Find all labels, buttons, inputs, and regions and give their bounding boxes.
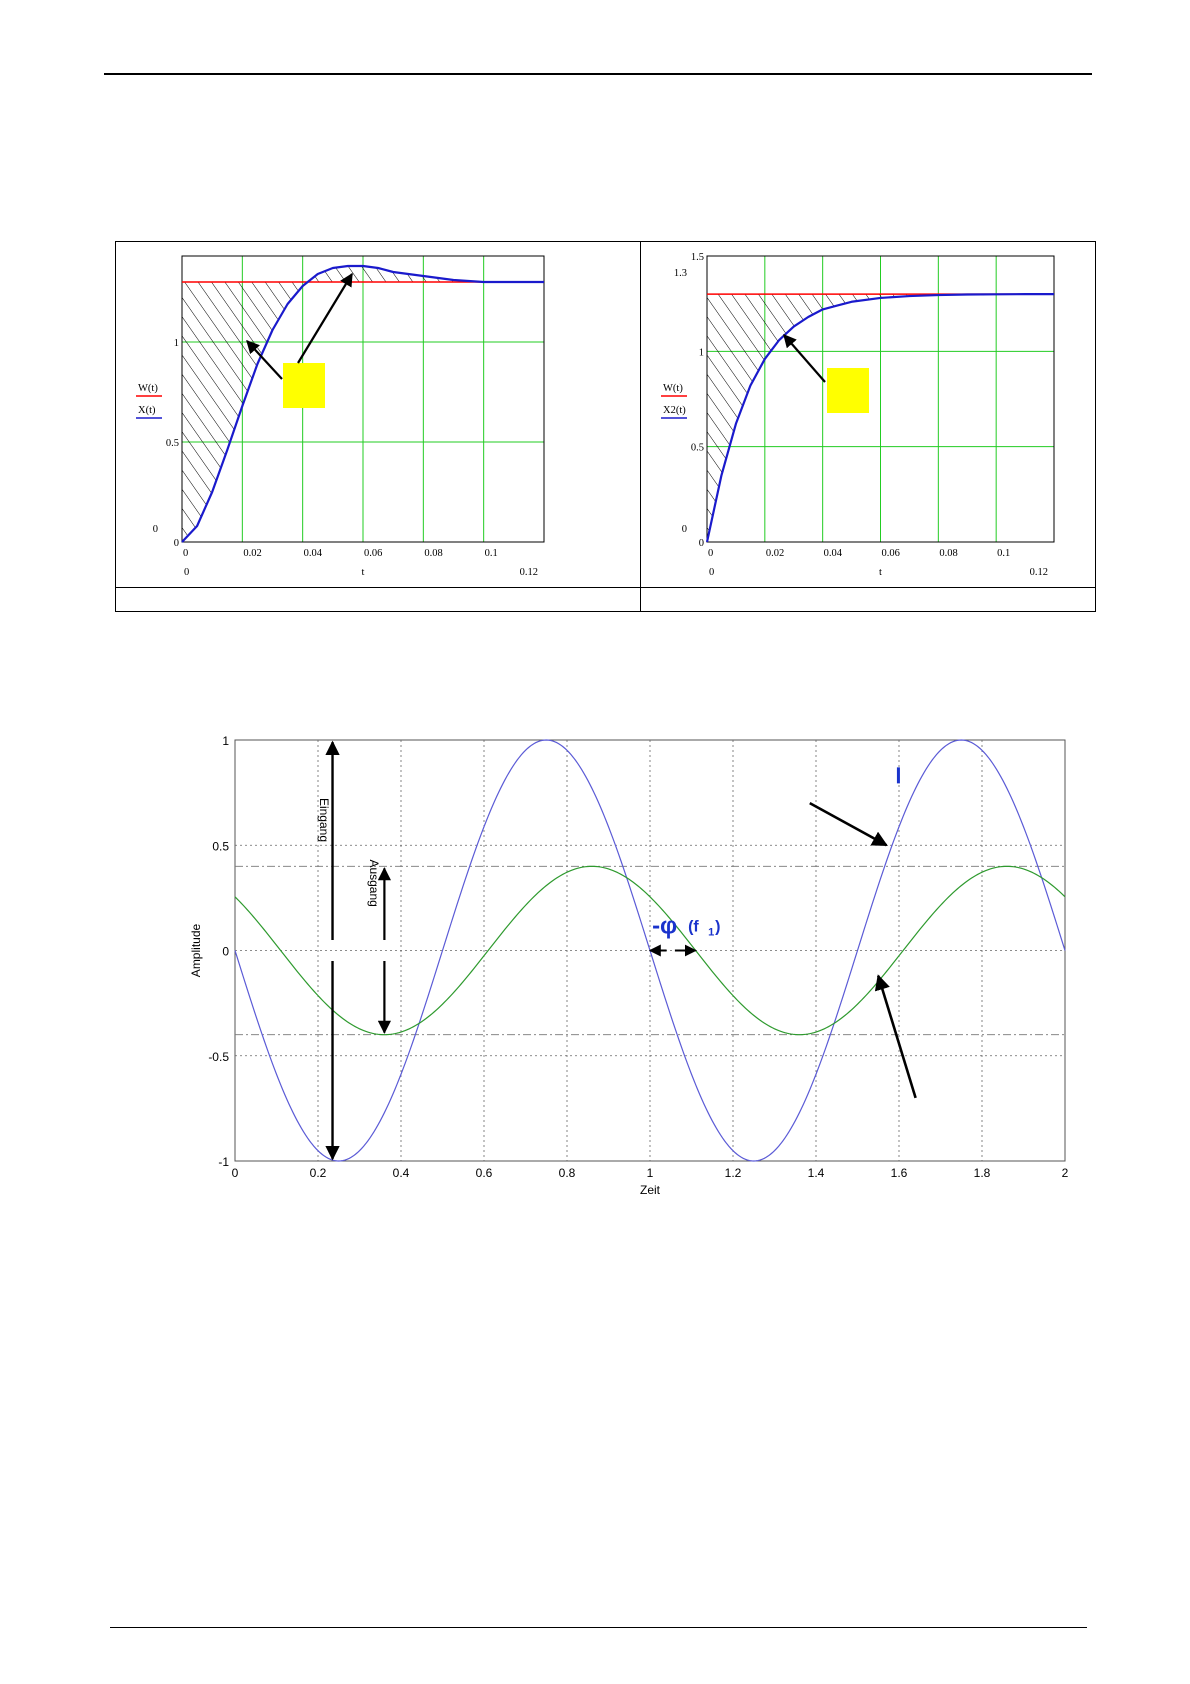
annotation-arrow	[784, 335, 825, 382]
x-range-max-label: 0.12	[1029, 567, 1048, 578]
x-tick-label: 1	[646, 1166, 654, 1180]
y-range-min-label: 0	[152, 524, 158, 535]
x-tick-label: 0.02	[243, 548, 262, 559]
top-rule	[104, 73, 1092, 75]
x-tick-label: 0.4	[392, 1166, 410, 1180]
bottom-rule	[110, 1627, 1087, 1628]
x-tick-label: 0.04	[823, 548, 843, 559]
x-axis-label: t	[879, 567, 882, 578]
y-range-min-label: 0	[681, 524, 687, 535]
phase-label-sub: (f	[688, 918, 699, 936]
y-tick-label: 0.5	[165, 438, 179, 449]
y-tick-label: 0	[698, 538, 704, 549]
phase-label-close: )	[715, 918, 721, 936]
blue-tick-mark	[897, 767, 900, 783]
x-tick-label: 0.8	[558, 1166, 576, 1180]
output-amplitude-label: Ausgang	[366, 859, 381, 907]
phase-label-index: 1	[708, 926, 715, 939]
x-tick-label: 1.6	[890, 1166, 908, 1180]
y-tick-label: -1	[218, 1155, 229, 1169]
y-tick-label: 0	[222, 944, 229, 959]
legend-label-x: X(t)	[138, 405, 156, 416]
x-tick-label: 0.08	[424, 548, 443, 559]
x-range-max-label: 0.12	[519, 567, 538, 578]
x-tick-label: 1.2	[724, 1166, 742, 1180]
input-amplitude-label: Eingang	[317, 797, 332, 843]
x-tick-label: 1.4	[807, 1166, 825, 1180]
x-tick-label: 1.8	[973, 1166, 991, 1180]
y-tick-label: 1	[698, 347, 704, 359]
x-range-min-label: 0	[709, 567, 715, 578]
x-tick-label: 0	[708, 548, 714, 559]
x-tick-label: 0	[183, 548, 189, 559]
legend-label-x: X2(t)	[663, 405, 686, 416]
y-tick-label: 0.5	[212, 839, 229, 854]
x-tick-label: 0.06	[364, 548, 383, 559]
x-axis-label: Zeit	[639, 1183, 661, 1197]
x-tick-label: 0.06	[881, 548, 900, 559]
x-tick-label: 0.1	[484, 548, 498, 559]
y-range-max-label: 1.3	[673, 268, 687, 280]
x-tick-label: 0.02	[765, 548, 785, 559]
x-range-min-label: 0	[184, 567, 190, 578]
y-tick-label: 0	[173, 538, 179, 549]
y-tick-label: 0.5	[690, 442, 704, 454]
chart-step-response-overshoot	[116, 242, 638, 586]
chart-sine-response	[180, 730, 1080, 1200]
x-tick-label: 0.6	[475, 1166, 493, 1180]
x-tick-label: 0.1	[997, 548, 1011, 559]
x-axis-label: t	[361, 567, 365, 578]
phase-label: -φ	[652, 912, 678, 940]
y-tick-label: 1	[222, 734, 229, 748]
legend-label-w: W(t)	[663, 383, 683, 394]
y-tick-label: 1	[173, 338, 179, 349]
x-tick-label: 0.2	[309, 1166, 327, 1180]
x-tick-label: 2	[1061, 1166, 1069, 1180]
y-tick-label: -0.5	[208, 1049, 229, 1064]
table-divider-horizontal	[116, 587, 1095, 588]
y-axis-label: Amplitude	[189, 923, 203, 978]
legend-label-w: W(t)	[138, 383, 158, 394]
x-tick-label: 0.04	[303, 548, 323, 559]
x-tick-label: 0.08	[939, 548, 958, 559]
yellow-label-box	[283, 363, 325, 408]
y-tick-label: 1.5	[690, 252, 704, 263]
annotation-arrow	[298, 274, 352, 363]
x-tick-label: 0	[231, 1166, 239, 1180]
yellow-label-box	[827, 368, 869, 413]
chart-step-response-first-order	[641, 242, 1095, 586]
